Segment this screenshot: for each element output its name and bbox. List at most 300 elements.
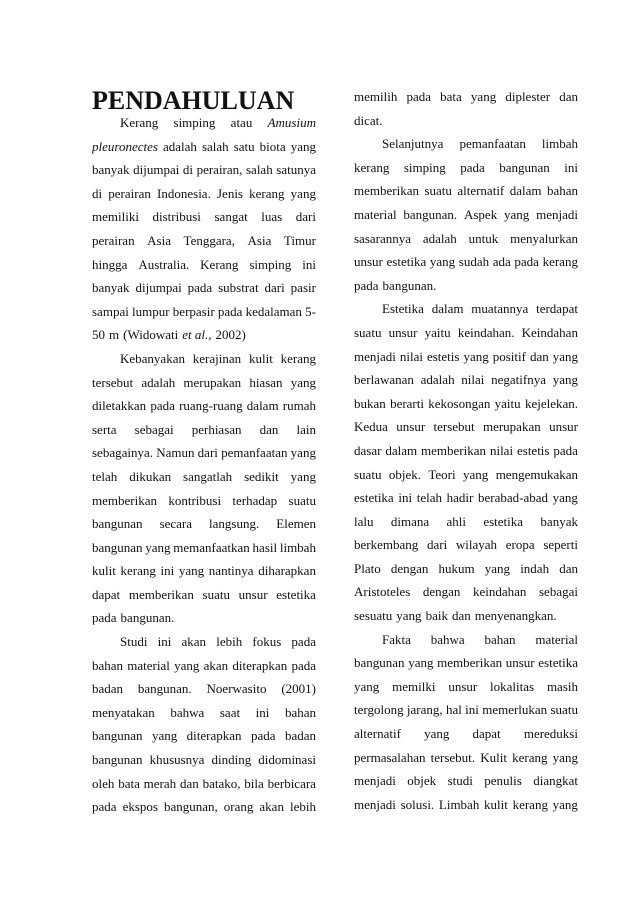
word: keindahan. (457, 324, 515, 340)
word: jarang, (406, 702, 443, 718)
text-line (92, 111, 316, 135)
word: pada (406, 89, 432, 104)
word: yang (290, 445, 316, 461)
word: nilai (489, 442, 514, 458)
text-line (354, 250, 578, 274)
text-line (354, 227, 578, 251)
text-line (92, 205, 316, 229)
word: ada (492, 254, 511, 270)
word: kerang (280, 350, 316, 366)
word: bangunan (92, 752, 143, 768)
text-line (92, 630, 316, 654)
word: ini (398, 490, 413, 506)
word: merupakan (482, 419, 541, 435)
word: menyenangkan. (474, 608, 557, 624)
word: Kulit (480, 749, 507, 765)
word: sasarannya (354, 230, 412, 246)
word: hal (445, 702, 462, 718)
word: terdapat (536, 301, 578, 317)
word: pasir (290, 280, 316, 296)
word: negatifnya (491, 372, 546, 388)
word: banyak (540, 513, 578, 529)
word: bangunan (499, 159, 550, 175)
word: akan (181, 634, 207, 650)
text-line (354, 203, 578, 227)
word: dari (426, 537, 448, 553)
word: memilih (354, 89, 398, 104)
text-line (354, 345, 578, 369)
text-line (354, 463, 578, 487)
word: ruang-ruang (179, 398, 243, 414)
word: material (127, 657, 170, 673)
word: dan (179, 775, 199, 791)
word: Kerang (120, 115, 159, 130)
word: Indonesia. (157, 185, 211, 201)
word: estetika (386, 254, 427, 270)
word: bahan (284, 704, 316, 720)
word: berabad-abad (478, 490, 549, 506)
word: pada (92, 610, 117, 626)
word: memberikan (437, 655, 503, 671)
word: Teori (428, 466, 456, 482)
word: pada (92, 799, 117, 815)
text-line (354, 698, 578, 722)
word: luas (261, 209, 283, 225)
word: satu (233, 138, 255, 154)
word: diharapkan (258, 563, 316, 579)
word: langsung. (209, 516, 260, 532)
word: bahan (92, 657, 124, 673)
word: adalah (162, 138, 197, 154)
word: dan (259, 421, 279, 437)
word: suatu (354, 466, 382, 482)
word: memberikan (128, 586, 194, 602)
word: studi (447, 773, 473, 789)
word: bahan (484, 631, 516, 647)
text-line (354, 651, 578, 675)
word: lalu (354, 513, 374, 529)
text-line (92, 276, 316, 300)
word: suatu (550, 702, 578, 718)
word: keindahan (473, 584, 527, 600)
word: pada (217, 303, 243, 319)
word: bahan (546, 183, 578, 199)
word: 5- (305, 303, 316, 319)
text-line (354, 675, 578, 699)
word: ini (302, 256, 316, 272)
word: ekspos (122, 799, 158, 815)
text-line (354, 392, 578, 416)
text-line (354, 368, 578, 392)
word: kerang (354, 159, 390, 175)
word: dengan (422, 584, 461, 600)
text-line (92, 418, 316, 442)
word: kulit (248, 350, 273, 366)
word: untuk (468, 230, 499, 246)
word: tersebut. (430, 749, 476, 765)
word: dicat. (354, 112, 383, 128)
word: ini (160, 563, 175, 579)
word: mereduksi (523, 726, 578, 742)
word: alternatif (354, 726, 401, 742)
word: terhadap (232, 492, 278, 508)
word: Kebanyakan (120, 350, 185, 366)
word: memberikan (354, 183, 419, 199)
word: berkembang (354, 537, 419, 553)
word: pleuronectes (92, 138, 158, 154)
word: kejelekan. (524, 395, 578, 411)
text-line (354, 85, 578, 109)
word: pada (460, 159, 485, 175)
word: suatu (424, 183, 452, 199)
word: limbah (541, 136, 578, 152)
word: material (354, 206, 397, 222)
text-line (92, 441, 316, 465)
word: menjadi (536, 206, 578, 222)
word: diterapkan (232, 657, 288, 673)
word: Australia. (138, 256, 190, 272)
word: oleh (92, 775, 115, 791)
text-line (92, 772, 316, 796)
text-line (354, 321, 578, 345)
word: alternatif (457, 183, 505, 199)
word: dimana (390, 513, 430, 529)
word: (2001) (281, 681, 316, 697)
word: banyak (92, 162, 130, 178)
word: simping (403, 159, 446, 175)
word: unsur (448, 678, 478, 694)
word: lebih (289, 799, 316, 815)
word: secara (159, 516, 193, 532)
word: 2002) (215, 327, 246, 343)
word: memerlukan (482, 702, 548, 718)
word: badan (284, 728, 316, 744)
word: akan (203, 657, 229, 673)
word: pemanfaatan (459, 136, 526, 152)
word: bila (244, 775, 264, 791)
text-line (354, 274, 578, 298)
word: yang (151, 728, 178, 744)
word: lumpur (132, 303, 170, 319)
word: yaitu (494, 395, 521, 411)
word: kulit (92, 563, 116, 579)
text-line (92, 465, 316, 489)
word: suatu (354, 324, 382, 340)
word: akan (259, 799, 284, 815)
word: dari (295, 209, 316, 225)
text-line (354, 132, 578, 156)
text-line (92, 701, 316, 725)
word: banyak (92, 280, 130, 296)
word: berlawanan (354, 372, 414, 388)
word: adalah (141, 374, 176, 390)
word: pada (250, 728, 276, 744)
word: dasar (354, 442, 382, 458)
word: dari (197, 445, 218, 461)
text-line (354, 628, 578, 652)
word: hiasan (249, 374, 283, 390)
text-line (354, 109, 578, 133)
word: eropa (505, 537, 535, 553)
word: pada (514, 254, 539, 270)
word: bangunan. (120, 610, 175, 626)
word: yang (463, 348, 489, 364)
word: yang (408, 655, 434, 671)
text-line (92, 347, 316, 371)
word: tersebut (433, 419, 475, 435)
word: Tenggara, (183, 232, 235, 248)
word: berarti (390, 395, 424, 411)
word: didominasi (258, 752, 316, 768)
word: nilai (399, 348, 423, 364)
word: kerang (512, 749, 548, 765)
word: salah (245, 162, 273, 178)
text-line (92, 182, 316, 206)
word: diterapkan (186, 728, 242, 744)
word: memilki (392, 678, 436, 694)
text-line (92, 795, 316, 819)
word: yang (552, 490, 578, 506)
word: material (535, 631, 578, 647)
text-line (354, 533, 578, 557)
word: diangkat (533, 773, 578, 789)
word: adalah (420, 372, 455, 388)
word: pada (150, 398, 175, 414)
word: pada (553, 442, 578, 458)
text-line (92, 536, 316, 560)
word: dijumpai (135, 280, 182, 296)
word: yang (552, 796, 578, 812)
text-line (92, 394, 316, 418)
word: yang (504, 206, 530, 222)
word: di (182, 162, 194, 178)
word: dalam (431, 301, 464, 317)
word: memanfaatkan (173, 539, 250, 555)
word: Elemen (276, 516, 316, 532)
word: memberikan (92, 492, 157, 508)
word: positif (492, 348, 526, 364)
word: yang (463, 466, 489, 482)
word: yang (424, 726, 450, 742)
word: dengan (390, 560, 429, 576)
word: estetika (276, 586, 316, 602)
word: kerajinan (192, 350, 242, 366)
left-column (92, 86, 316, 819)
word: Asia (147, 232, 171, 248)
word: sangatlah (183, 468, 233, 484)
text-line (354, 439, 578, 463)
word: muatannya (471, 301, 529, 317)
text-line (92, 583, 316, 607)
word: badan (92, 681, 124, 697)
word: limbah (279, 539, 316, 555)
word: kedalaman (245, 303, 302, 319)
word: memiliki (92, 209, 139, 225)
word: lain (296, 421, 316, 437)
word: bangunan. (382, 277, 437, 293)
word: unsur (354, 254, 383, 270)
word: ini (564, 159, 578, 175)
word: estetika (483, 513, 524, 529)
text-line (92, 748, 316, 772)
word: yang (145, 539, 171, 555)
word: khususnya (149, 752, 205, 768)
word: masih (546, 678, 578, 694)
word: sudah (458, 254, 490, 270)
word: rumah (282, 398, 316, 414)
word: solusi. (400, 796, 435, 812)
word: nilai (461, 372, 485, 388)
word: Studi (120, 634, 148, 650)
text-line (354, 156, 578, 180)
word: sebagai (134, 421, 174, 437)
word: estetika (538, 655, 578, 671)
word: simping (249, 256, 292, 272)
word: pemanfaatan (221, 445, 288, 461)
word: telah (416, 490, 442, 506)
word: bangunan. (137, 681, 192, 697)
word: yang (174, 657, 200, 673)
text-line (354, 557, 578, 581)
word: dapat (92, 586, 121, 602)
word: estetis (426, 348, 460, 364)
word: Aristoteles (354, 584, 411, 600)
word: hukum (438, 560, 475, 576)
word: sampai (92, 303, 129, 319)
word: Amusium (267, 115, 316, 130)
word: unsur (549, 419, 578, 435)
word: tergolong (354, 702, 404, 718)
word: bangunan. (403, 206, 458, 222)
word: hadir (446, 490, 474, 506)
word: unsur (505, 655, 535, 671)
word: dan (451, 608, 471, 624)
text-line (92, 677, 316, 701)
word: penulis (484, 773, 522, 789)
word: dan (529, 348, 549, 364)
word: satunya (276, 162, 316, 178)
word: yang (484, 560, 511, 576)
word: yang (552, 749, 578, 765)
word: menjadi (354, 796, 396, 812)
word: distribusi (152, 209, 201, 225)
text-line (354, 510, 578, 534)
word: telah (92, 468, 118, 484)
word: perairan (108, 185, 151, 201)
word: substrat (218, 280, 259, 296)
word: Asia (247, 232, 272, 248)
word: sesuatu (354, 608, 393, 624)
word: adalah (422, 230, 457, 246)
word: dalam (246, 398, 279, 414)
word: bata (440, 89, 462, 104)
word: perhiasan (191, 421, 242, 437)
word: kerang (542, 254, 578, 270)
word: m (109, 327, 120, 343)
word: Fakta (382, 631, 411, 647)
word: bahwa (170, 704, 205, 720)
word: seperti (543, 537, 578, 553)
word: baik (425, 608, 448, 624)
word: dinding (211, 752, 252, 768)
word: perairan, (196, 162, 243, 178)
word: yang (552, 372, 578, 388)
word: dijumpai (133, 162, 180, 178)
word: kerang (120, 563, 156, 579)
text-line (354, 722, 578, 746)
word: merah (143, 775, 177, 791)
word: atau (230, 115, 253, 130)
word: tersebut (92, 374, 134, 390)
section-heading: PENDAHULUAN (92, 86, 295, 115)
word: yang (429, 254, 456, 270)
word: estetika (354, 490, 394, 506)
text-line (92, 606, 316, 630)
word: mengemukakan (495, 466, 578, 482)
left-column-text (92, 111, 316, 819)
word: dapat (472, 726, 501, 742)
word: menjadi (354, 348, 396, 364)
word: batako, (202, 775, 241, 791)
word: unsur (238, 586, 268, 602)
word: hasil (252, 539, 278, 555)
word: pada (354, 277, 379, 293)
word: Keindahan (521, 324, 578, 340)
word: unsur (396, 419, 426, 435)
word: yang (290, 185, 316, 201)
word: simping (173, 115, 216, 130)
word: menjadi (354, 773, 396, 789)
word: menyatakan (92, 704, 155, 720)
text-line (354, 604, 578, 628)
text-line (92, 371, 316, 395)
right-column-text (354, 85, 578, 816)
word: Namun (156, 445, 195, 461)
word: unsur (388, 324, 418, 340)
word: bata (118, 775, 140, 791)
word: kerang (512, 796, 548, 812)
text-line (92, 654, 316, 678)
word: Estetika (382, 301, 424, 317)
word: sedikit (244, 468, 279, 484)
text-line (92, 724, 316, 748)
word: objek. (388, 466, 421, 482)
text-line (92, 135, 316, 159)
word: dalam (509, 183, 542, 199)
word: bahwa (430, 631, 465, 647)
word: permasalahan (354, 749, 426, 765)
text-line (354, 486, 578, 510)
word: indah (520, 560, 550, 576)
word: berbicara (267, 775, 316, 791)
word: salah (201, 138, 229, 154)
word: merupakan (183, 374, 242, 390)
word: ini (255, 704, 270, 720)
word: Limbah (438, 796, 480, 812)
word: wilayah (455, 537, 498, 553)
word: dalam (385, 442, 418, 458)
word: perairan (92, 232, 135, 248)
text-line (92, 253, 316, 277)
word: saat (219, 704, 241, 720)
word: lebih (216, 634, 243, 650)
word: Aspek (463, 206, 498, 222)
word: sebagainya. (92, 445, 154, 461)
word: pada (187, 280, 213, 296)
word: bangunan, (163, 799, 218, 815)
word: dan (559, 89, 578, 104)
word: estetis (516, 442, 550, 458)
